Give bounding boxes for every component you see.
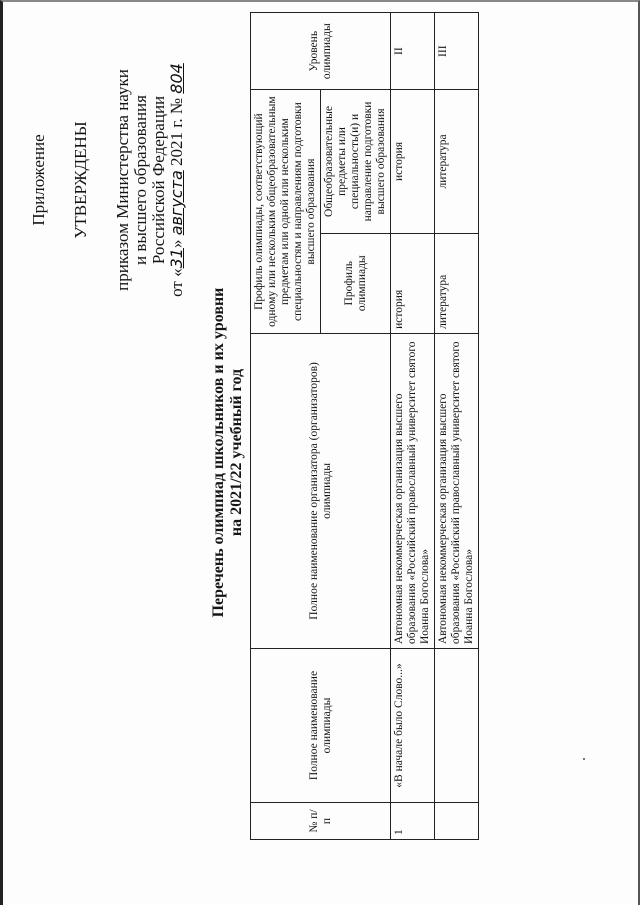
table-row (391, 13, 435, 840)
row-num: 1 (391, 803, 435, 840)
row-level: II (391, 13, 435, 90)
row-profile: история (391, 233, 435, 333)
title-line-2: на 2021/22 учебный год (228, 368, 245, 537)
header-level: Уровень олимпиады (251, 13, 391, 90)
row-subject: история (391, 90, 435, 233)
order-number-handwritten: 804 (167, 63, 186, 94)
header-name: Полное наименование олимпиады (251, 649, 391, 803)
row-subject: литература (435, 90, 479, 233)
title-line-1: Перечень олимпиад школьников и их уровни (210, 287, 227, 618)
header-org: Полное наименование организатора (организаторов) олимпиады (251, 333, 391, 648)
header-profile: Профиль олимпиады (321, 233, 391, 333)
row-level: III (435, 13, 479, 90)
table-row (435, 13, 479, 840)
appendix-label: Приложение (29, 134, 48, 226)
table-header-row (251, 13, 321, 840)
row-org: Автономная некоммерческая организация высшего образования «Российский православный университет святого Иоанна Богослова» (391, 333, 435, 648)
row-name (435, 649, 479, 803)
document-title (210, 0, 246, 905)
header-num: № п/п (251, 803, 391, 840)
date-mid: » (167, 235, 186, 249)
order-date-line (168, 20, 186, 340)
olympiad-table (250, 12, 479, 840)
header-subjects: Общеобразовательные предметы или специальность(и) и направление подготовки высшего образования (321, 90, 391, 233)
order-line-2: и высшего образования (131, 95, 150, 265)
date-month-handwritten: августа (167, 170, 186, 236)
date-prefix: от « (167, 268, 186, 297)
row-profile: литература (435, 233, 479, 333)
row-num (435, 803, 479, 840)
row-org: Автономная некоммерческая организация высшего образования «Российский православный университет святого Иоанна Богослова» (435, 333, 479, 648)
order-line-3: Российской Федерации (149, 95, 168, 265)
approved-label: УТВЕРЖДЕНЫ (71, 121, 90, 239)
order-line-1: приказом Министерства науки (113, 69, 132, 291)
date-day-handwritten: 31 (167, 248, 186, 269)
scan-speck (583, 758, 585, 760)
row-name: «В начале было Слово...» (391, 649, 435, 803)
header-profile-group: Профиль олимпиады, соответствующий одному или нескольким общеобразовательным предметам или одной или нескольким специальностям и направлениям подготовки высшего образования (251, 90, 321, 334)
date-year: 2021 г. № (167, 93, 186, 171)
approval-block (30, 20, 186, 340)
